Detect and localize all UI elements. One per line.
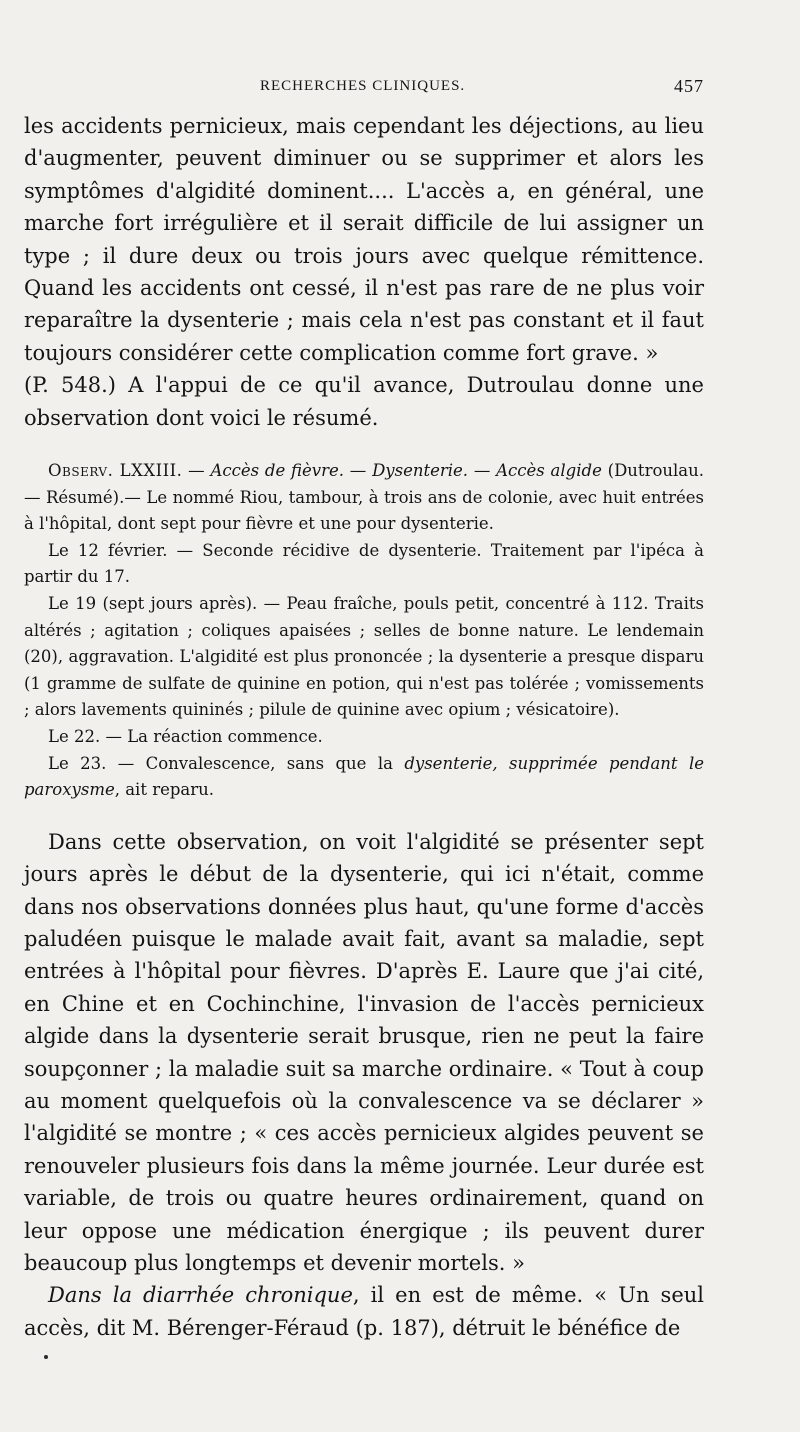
page-number: 457: [674, 76, 704, 96]
observation-entry-22: Le 22. — La réaction commence.: [48, 727, 323, 746]
chronic-diarrhea-paragraph: Dans la diarrhée chronique, il en est de même. « Un seul accès, dit M. Bérenger-Féraud (p. 187), détruit le bénéfice de: [24, 1283, 704, 1340]
observation-label: Observ. LXXIII.: [48, 461, 183, 481]
intro-paragraph: les accidents pernicieux, mais cependant les déjections, au lieu d'augmenter, peuvent diminuer ou se supprimer et alors les symptômes d'algidité dominent.... L'accès a, en général, une marche fort irrégulière et il serait difficile de lui assigner un type ; il dure deux ou trois jours avec quelque rémittence. Quand les accidents ont cessé, il n'est pas rare de ne plus voir reparaître la dysenterie ; mais cela n'est pas constant et il faut toujours considérer cette complication comme fort grave. »: [24, 114, 704, 365]
running-head: [24, 70, 704, 102]
chronic-diarrhea-heading: Dans la diarrhée chronique: [48, 1283, 353, 1308]
observation-title-dysentery: Dysenterie.: [372, 461, 469, 481]
observation-title-algid: Accès algide: [496, 461, 602, 481]
running-title: RECHERCHES CLINIQUES.: [260, 78, 466, 94]
observation-title-fever: Accès de fièvre.: [210, 461, 344, 481]
observation-source: (Dutroulau.— Résumé).— Le nommé Riou, tambour, à trois ans de colonie, avec huit entrées à l'hôpital, dont sept pour fièvre et une pour dysenterie.: [24, 461, 704, 534]
intro-paragraph-continued: (P. 548.) A l'appui de ce qu'il avance, Dutroulau donne une observation dont voici le résumé.: [24, 373, 704, 430]
discussion-paragraph: Dans cette observation, on voit l'algidité se présenter sept jours après le début de la dysenterie, qui ici n'était, comme dans nos observations données plus haut, qu'une forme d'accès paludéen puisque le malade avait fait, avant sa maladie, sept entrées à l'hôpital pour fièvres. D'après E. Laure que j'ai cité, en Chine et en Cochinchine, l'invasion de l'accès pernicieux algide dans la dysenterie serait brusque, rien ne peut la faire soupçonner ; la maladie suit sa marche ordinaire. « Tout à coup au moment quelquefois où la convalescence va se déclarer » l'algidité se montre ; « ces accès pernicieux algides peuvent se renouveler plusieurs fois dans la même journée. Leur durée est variable, de trois ou quatre heures ordinairement, quand on leur oppose une médication énergique ; ils peuvent durer beaucoup plus longtemps et devenir mortels. »: [24, 829, 704, 1276]
observation-heading: Observ. LXXIII. — Accès de fièvre. — Dysenterie. — Accès algide (Dutroulau.— Résumé).— Le nommé Riou, tambour, à trois ans de colonie, avec huit entrées à l'hôpital, dont sept pour fièvre et une pour dysenterie.: [24, 461, 704, 534]
discussion-text: [24, 826, 704, 1345]
ink-speck: [44, 1355, 48, 1359]
observation-entry-23: Le 23. — Convalescence, sans que la dysenterie, supprimée pendant le paroxysme, ait reparu.: [24, 753, 704, 800]
observation-entry-19: Le 19 (sept jours après). — Peau fraîche, pouls petit, concentré à 112. Traits altérés ; agitation ; coliques apaisées ; selles de bonne nature. Le lendemain (20), aggravation. L'algidité est plus prononcée ; la dysenterie a presque disparu (1 gramme de sulfate de quinine en potion, qui n'est pas tolérée ; vomissements ; alors lavements quininés ; pilule de quinine avec opium ; vésicatoire).: [24, 594, 704, 720]
observation-block: [24, 458, 704, 804]
observation-entry-12: Le 12 février. — Seconde récidive de dysenterie. Traitement par l'ipéca à partir du 17.: [24, 540, 704, 587]
